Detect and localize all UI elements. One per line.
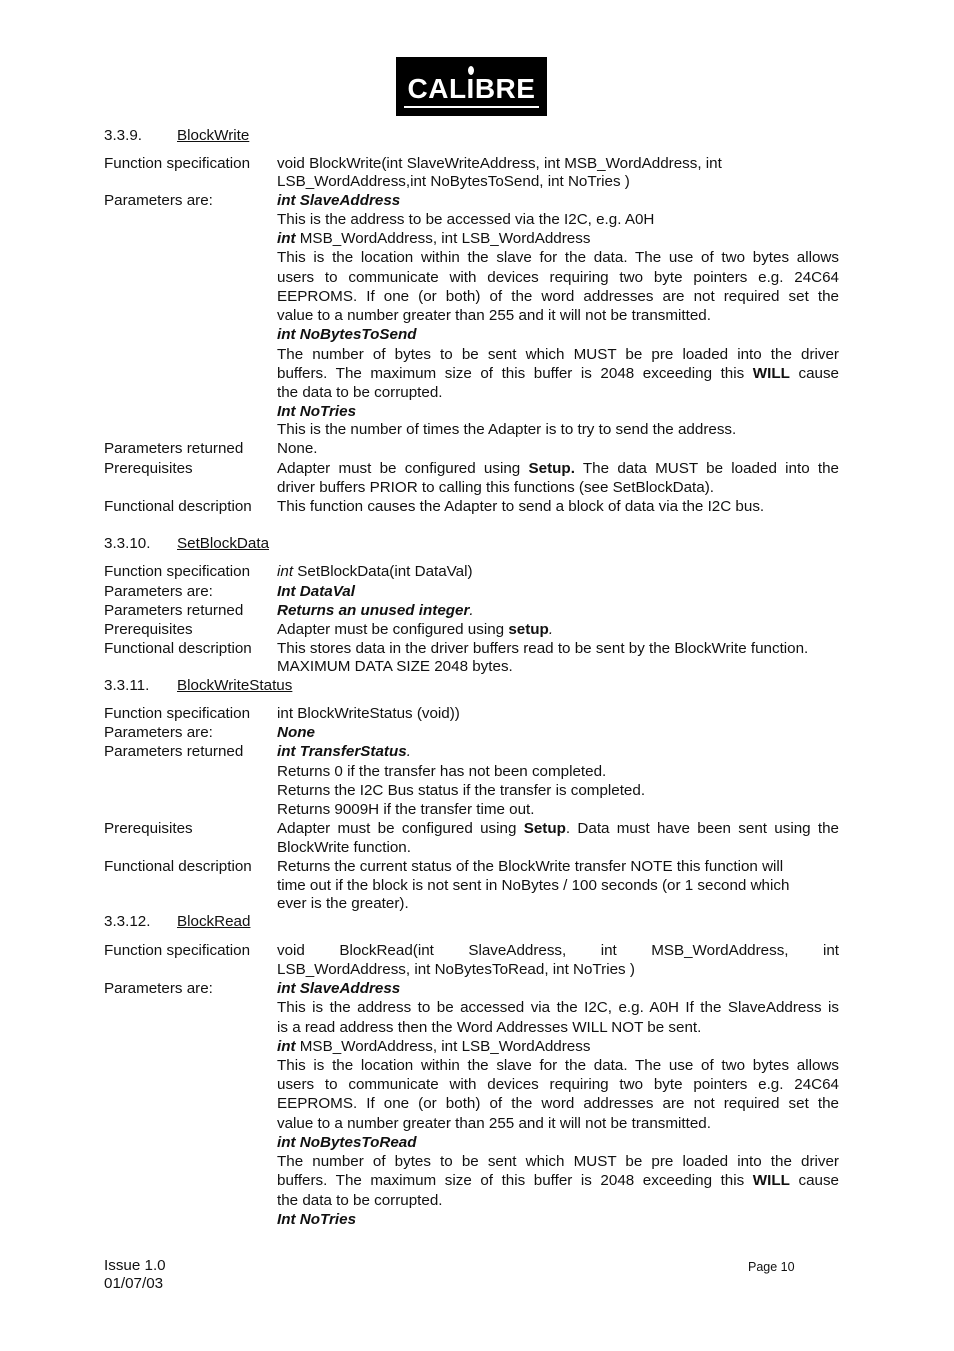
prerequisites-text: driver buffers PRIOR to calling this functions (see SetBlockData). [277, 479, 714, 496]
prerequisites-text [277, 620, 553, 639]
text-part: The data MUST be loaded into the [574, 460, 840, 477]
return-description: Returns 9009H if the transfer time out. [277, 801, 535, 818]
emphasis: WILL [752, 1172, 790, 1189]
parameter-name: Int DataVal [277, 583, 355, 600]
text-part: cause [789, 365, 839, 382]
punctuation: . [548, 621, 554, 638]
parameter-name [277, 1037, 590, 1056]
returned-value: None. [277, 440, 318, 457]
label-function-specification: Function specification [104, 155, 251, 172]
calibre-logo [396, 57, 547, 116]
label-functional-description: Functional description [104, 498, 252, 515]
label-parameters: Parameters are: [104, 583, 213, 600]
logo-underline [404, 106, 539, 108]
parameter-name: Int NoTries [277, 403, 357, 420]
prerequisites-text [277, 819, 839, 838]
text-part: cause [789, 1172, 839, 1189]
parameter-description: value to a number greater than 255 and it will not be transmitted. [277, 1115, 711, 1132]
returned-text: Returns an unused integer [277, 602, 470, 619]
function-signature-line: int BlockWriteStatus (void)) [277, 705, 460, 722]
return-type: int [277, 563, 294, 580]
label-function-specification: Function specification [104, 942, 251, 959]
parameter-name: int NoBytesToRead [277, 1134, 417, 1151]
parameter-description [277, 364, 839, 383]
label-parameters-returned: Parameters returned [104, 440, 244, 457]
label-prerequisites: Prerequisites [104, 621, 193, 638]
parameter-name: int NoBytesToSend [277, 326, 417, 343]
section-title: SetBlockData [177, 535, 270, 552]
label-parameters-returned: Parameters returned [104, 602, 244, 619]
signature-rest: SetBlockData(int DataVal) [293, 563, 473, 580]
parameter-description: EEPROMS. If one (or both) of the word addresses are not required set the [277, 1095, 839, 1112]
punctuation: . [406, 743, 411, 760]
footer-date: 01/07/03 [104, 1275, 164, 1292]
text-part: Adapter must be configured using [277, 621, 509, 638]
functional-description: ever is the greater). [277, 895, 409, 912]
text-part: . Data must have been sent using the [565, 820, 839, 837]
parameter-description [277, 1171, 839, 1190]
parameter-description: is a read address then the Word Addresses WILL NOT be sent. [277, 1019, 702, 1036]
parameter-description: The number of bytes to be sent which MUST be pre loaded into the driver [277, 346, 839, 363]
footer-page-number: Page 10 [748, 1260, 795, 1274]
return-description: Returns 0 if the transfer has not been completed. [277, 763, 607, 780]
section-title: BlockWriteStatus [177, 677, 293, 694]
section-title: BlockWrite [177, 127, 250, 144]
emphasis: Setup. [528, 460, 575, 477]
functional-description: MAXIMUM DATA SIZE 2048 bytes. [277, 658, 513, 675]
parameter-name: Int NoTries [277, 1211, 357, 1228]
section-number: 3.3.11. [104, 677, 150, 694]
parameter-name: int SlaveAddress [277, 192, 401, 209]
parameter-description: This is the location within the slave for the data. The use of two bytes allows [277, 249, 839, 266]
prerequisites-text [277, 459, 839, 478]
text-part: buffers. The maximum size of this buffer is 2048 exceeding this [277, 1172, 753, 1189]
text-part: buffers. The maximum size of this buffer is 2048 exceeding this [277, 365, 753, 382]
function-signature-line: void BlockRead(int SlaveAddress, int MSB_WordAddress, int [277, 942, 839, 959]
section-number: 3.3.12. [104, 913, 151, 930]
parameter-name: None [277, 724, 315, 741]
parameter-name [277, 229, 590, 248]
label-function-specification: Function specification [104, 563, 251, 580]
logo-text: CALIBRE [407, 73, 536, 104]
parameter-description: This is the location within the slave for the data. The use of two bytes allows [277, 1057, 839, 1074]
parameter-description: value to a number greater than 255 and it will not be transmitted. [277, 307, 711, 324]
returned-value [277, 742, 411, 761]
parameter-description: the data to be corrupted. [277, 1192, 443, 1209]
returned-value [277, 601, 474, 620]
label-function-specification: Function specification [104, 705, 251, 722]
punctuation: . [469, 602, 474, 619]
emphasis: setup [508, 621, 549, 638]
functional-description: Returns the current status of the BlockWrite transfer NOTE this function will [277, 858, 784, 875]
parameter-description: This is the number of times the Adapter is to try to send the address. [277, 421, 737, 438]
functional-description: This function causes the Adapter to send a block of data via the I2C bus. [277, 498, 765, 515]
label-prerequisites: Prerequisites [104, 460, 193, 477]
label-parameters: Parameters are: [104, 724, 213, 741]
returned-text: int TransferStatus [277, 743, 407, 760]
text-part: Adapter must be configured using [277, 460, 529, 477]
functional-description: This stores data in the driver buffers read to be sent by the BlockWrite function. [277, 640, 809, 657]
label-parameters-returned: Parameters returned [104, 743, 244, 760]
text-part: Adapter must be configured using [277, 820, 524, 837]
parameter-description: The number of bytes to be sent which MUST be pre loaded into the driver [277, 1153, 839, 1170]
parameter-description: the data to be corrupted. [277, 384, 443, 401]
parameter-description: This is the address to be accessed via the I2C, e.g. A0H [277, 211, 655, 228]
parameter-name: int SlaveAddress [277, 980, 401, 997]
function-signature-line: LSB_WordAddress, int NoBytesToRead, int NoTries ) [277, 961, 635, 978]
label-parameters: Parameters are: [104, 192, 213, 209]
section-title: BlockRead [177, 913, 251, 930]
return-description: Returns the I2C Bus status if the transfer is completed. [277, 782, 646, 799]
parameter-type: int [277, 230, 296, 247]
function-signature-line: LSB_WordAddress,int NoBytesToSend, int NoTries ) [277, 173, 630, 190]
function-signature-line [277, 562, 473, 581]
emphasis: WILL [752, 365, 790, 382]
label-functional-description: Functional description [104, 858, 252, 875]
footer-issue: Issue 1.0 [104, 1257, 166, 1274]
parameter-name-rest: MSB_WordAddress, int LSB_WordAddress [295, 1038, 591, 1055]
label-parameters: Parameters are: [104, 980, 213, 997]
parameter-description: This is the address to be accessed via the I2C, e.g. A0H If the SlaveAddress is [277, 999, 839, 1016]
parameter-name-rest: MSB_WordAddress, int LSB_WordAddress [295, 230, 591, 247]
parameter-type: int [277, 1038, 296, 1055]
parameter-description: users to communicate with devices requiring two byte pointers e.g. 24C64 [277, 1076, 839, 1093]
emphasis: Setup [523, 820, 566, 837]
parameter-description: users to communicate with devices requiring two byte pointers e.g. 24C64 [277, 269, 839, 286]
section-number: 3.3.9. [104, 127, 142, 144]
prerequisites-text: BlockWrite function. [277, 839, 411, 856]
label-prerequisites: Prerequisites [104, 820, 193, 837]
parameter-description: EEPROMS. If one (or both) of the word addresses are not required set the [277, 288, 839, 305]
label-functional-description: Functional description [104, 640, 252, 657]
functional-description: time out if the block is not sent in NoBytes / 100 seconds (or 1 second which [277, 877, 790, 894]
section-number: 3.3.10. [104, 535, 151, 552]
function-signature-line: void BlockWrite(int SlaveWriteAddress, int MSB_WordAddress, int [277, 155, 722, 172]
